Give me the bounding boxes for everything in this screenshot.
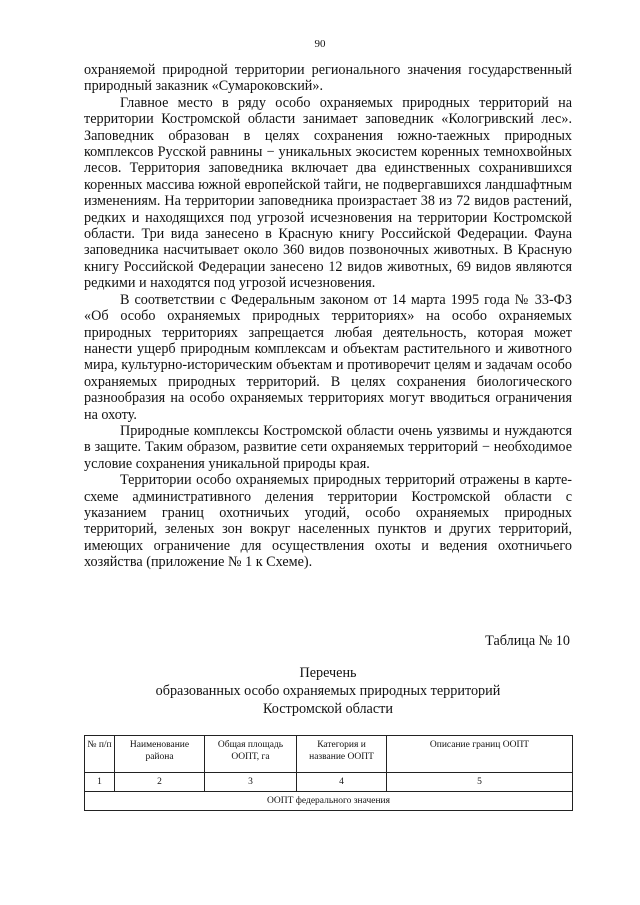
column-header: Общая площадь ООПТ, га xyxy=(205,736,297,773)
column-header: № п/п xyxy=(85,736,115,773)
column-header: Описание границ ООПТ xyxy=(387,736,573,773)
paragraph: охраняемой природной территории регионального значения государственный природный заказник «Сумароковский». xyxy=(84,62,572,95)
list-title-line: Костромской области xyxy=(263,701,393,717)
list-title xyxy=(84,664,572,718)
oopt-table xyxy=(84,735,573,811)
column-number: 4 xyxy=(297,773,387,792)
paragraph: Территории особо охраняемых природных территорий отражены в карте-схеме административного деления территории Костромской области с указанием границ охотничьих угодий, особо охраняемых природных территорий, зеленых зон вокруг населенных пунктов и других территорий, имеющих ограничение для осуществления охоты и ведения охотничьего хозяйства (приложение № 1 к Схеме). xyxy=(84,472,572,571)
column-number: 5 xyxy=(387,773,573,792)
table-header-row xyxy=(85,736,573,773)
paragraph: В соответствии с Федеральным законом от 14 марта 1995 года № 33-ФЗ «Об особо охраняемых природных территориях» на особо охраняемых природных территориях запрещается любая деятельность, которая может нанести ущерб природным комплексам и объектам растительного и животного мира, культурно-историческим объектам и противоречит целям и задачам особо охраняемых природных территорий. В целях сохранения биологического разнообразия на особо охраняемых территориях могут вводиться ограничения на охоту. xyxy=(84,291,572,423)
column-number: 2 xyxy=(115,773,205,792)
list-title-line: Перечень xyxy=(299,665,357,681)
section-heading: ООПТ федерального значения xyxy=(85,792,573,811)
column-number: 1 xyxy=(85,773,115,792)
body-text xyxy=(84,62,572,571)
table-number-row xyxy=(85,773,573,792)
page-number: 90 xyxy=(314,38,326,50)
column-number: 3 xyxy=(205,773,297,792)
paragraph: Природные комплексы Костромской области очень уязвимы и нуждаются в защите. Таким образом, развитие сети охраняемых территорий − необходимое условие сохранения уникальной природы края. xyxy=(84,422,572,472)
column-header: Наименование района xyxy=(115,736,205,773)
column-header: Категория и название ООПТ xyxy=(297,736,387,773)
table-section-row xyxy=(85,792,573,811)
table-label: Таблица № 10 xyxy=(485,633,570,649)
list-title-line: образованных особо охраняемых природных территорий xyxy=(155,683,501,699)
paragraph: Главное место в ряду особо охраняемых природных территорий на территории Костромской области занимает заповедник «Кологривский лес». Заповедник образован в целях сохранения южно-таежных природных комплексов Русской равнины − уникальных экосистем коренных темнохвойных лесов. Территория заповедника включает два единственных сохранившихся коренных массива южной европейской тайги, не подвергавшихся ландшафтным изменениям. На территории заповедника произрастает 38 из 72 видов растений, редких и находящихся под угрозой исчезновения на территории Костромской области. Три вида занесено в Красную книгу Российской Федерации. Фауна заповедника насчитывает около 360 видов позвоночных животных. В Красную книгу Российской Федерации занесено 12 видов животных, 69 видов являются редкими и находятся под угрозой исчезновения. xyxy=(84,94,572,292)
